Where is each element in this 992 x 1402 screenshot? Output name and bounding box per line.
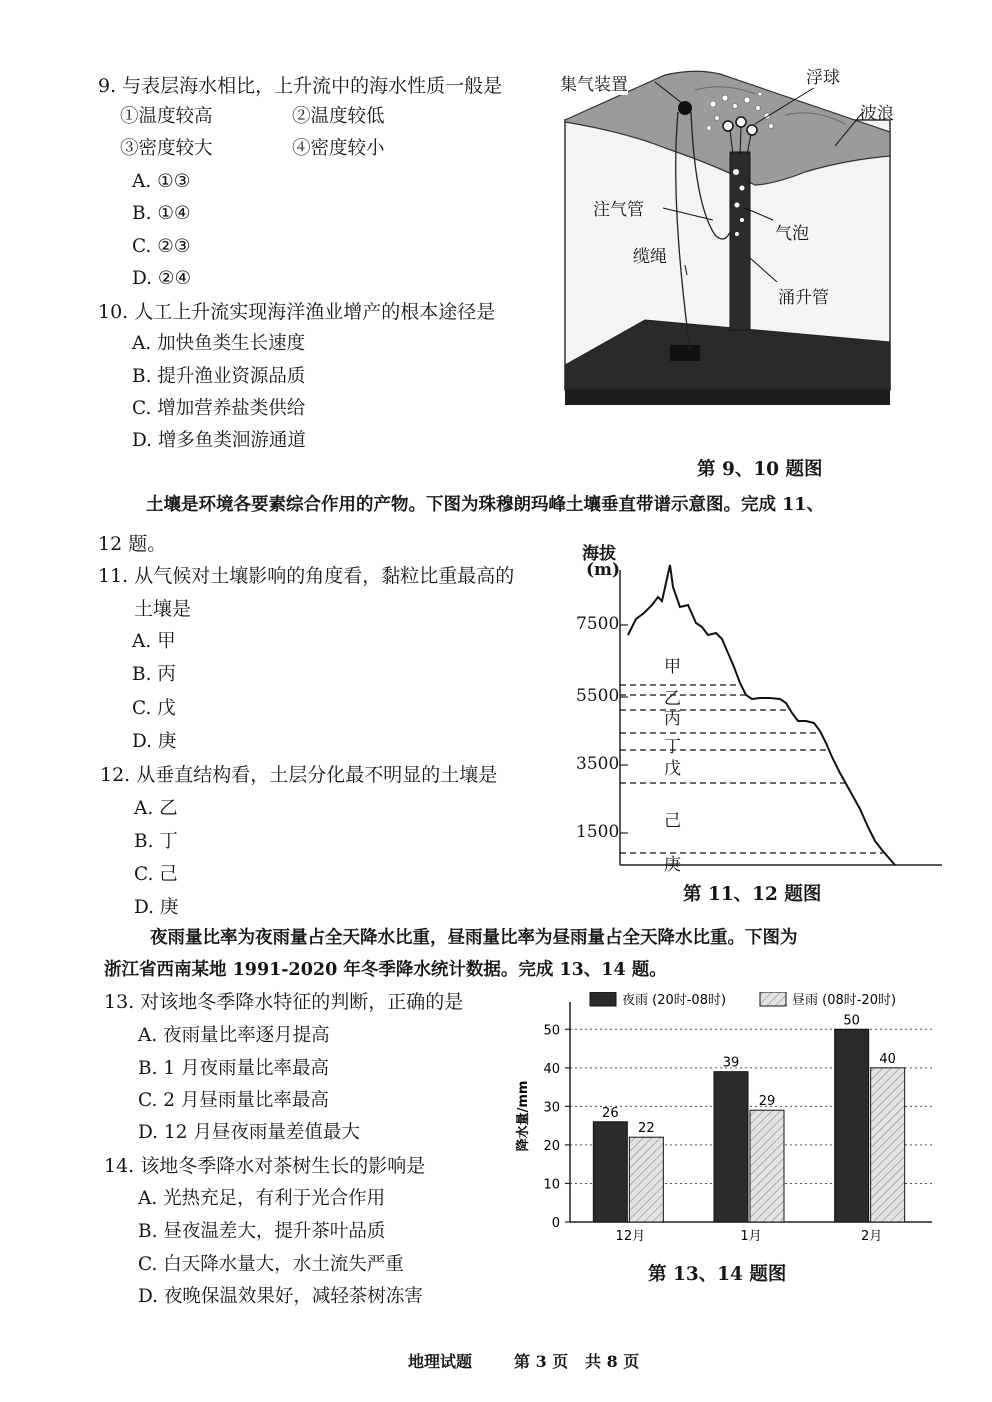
x-tick-label: 12月 (615, 1229, 646, 1244)
q9-item-4: ④密度较小 (292, 138, 385, 159)
zone-geng: 庚 (664, 855, 681, 875)
bar-value-label: 39 (722, 1055, 740, 1071)
q9-stem: 9. 与表层海水相比，上升流中的海水性质一般是 (98, 75, 503, 97)
q14-option-c: C. 白天降水量大，水土流失严重 (138, 1254, 404, 1275)
q10-stem: 10. 人工上升流实现海洋渔业增产的根本途径是 (98, 301, 496, 323)
label-gas-pipe: 注气管 (593, 200, 644, 220)
y-tick-label: 20 (543, 1138, 560, 1154)
bar-night (835, 1029, 869, 1222)
q10-option-a: A. 加快鱼类生长速度 (132, 333, 306, 354)
intro-11-12-line1: 土壤是环境各要素综合作用的产物。下图为珠穆朗玛峰土壤垂直带谱示意图。完成 11、 (146, 495, 824, 515)
x-tick-label: 2月 (861, 1229, 883, 1244)
zone-jia: 甲 (664, 657, 681, 677)
q12-stem: 12. 从垂直结构看，土层分化最不明显的土壤是 (100, 764, 498, 786)
q13-option-b: B. 1 月夜雨量比率最高 (138, 1058, 330, 1079)
bar-night (714, 1072, 748, 1222)
q10-option-c: C. 增加营养盐类供给 (132, 398, 306, 419)
q13-stem: 13. 对该地冬季降水特征的判断，正确的是 (104, 991, 464, 1013)
label-wave: 波浪 (860, 104, 894, 124)
q9-option-c: C. ②③ (132, 236, 191, 257)
bar-value-label: 29 (758, 1094, 776, 1110)
soil-zone-diagram (570, 535, 950, 880)
legend-label: 昼雨 (08时-20时) (792, 993, 897, 1008)
q11-option-d: D. 庚 (132, 731, 177, 752)
legend-swatch (590, 992, 616, 1006)
q11-option-c: C. 戊 (132, 698, 176, 719)
y-axis-label: 降水量/mm (516, 1080, 531, 1152)
y-tick-label: 10 (543, 1177, 560, 1193)
y-tick-label: 50 (543, 1023, 560, 1039)
footer-subject: 地理试题 (408, 1352, 473, 1371)
q11-option-a: A. 甲 (132, 631, 176, 652)
intro-13-14-line1: 夜雨量比率为夜雨量占全天降水比重，昼雨量比率为昼雨量占全天降水比重。下图为 (150, 928, 798, 948)
bar-value-label: 26 (602, 1105, 619, 1121)
q10-option-b: B. 提升渔业资源品质 (132, 366, 306, 387)
label-float: 浮球 (806, 63, 840, 88)
q14-option-a: A. 光热充足，有利于光合作用 (138, 1188, 386, 1209)
y-tick-label: 0 (551, 1216, 560, 1231)
bar-value-label: 40 (879, 1051, 896, 1067)
q14-option-d: D. 夜晚保温效果好，减轻茶树冻害 (138, 1286, 423, 1307)
q12-option-c: C. 己 (134, 864, 178, 885)
q13-option-c: C. 2 月昼雨量比率最高 (138, 1090, 329, 1111)
legend-label: 夜雨 (20时-08时) (622, 993, 727, 1008)
bar-value-label: 22 (638, 1121, 655, 1137)
q9-option-d: D. ②④ (132, 268, 192, 289)
zone-ji: 己 (664, 811, 681, 831)
q12-option-d: D. 庚 (134, 897, 179, 918)
q14-stem: 14. 该地冬季降水对茶树生长的影响是 (104, 1155, 426, 1177)
q9-option-a: A. ①③ (132, 171, 191, 192)
zone-boundaries (620, 685, 883, 853)
q12-option-b: B. 丁 (134, 831, 178, 852)
figure-caption-11-12: 第 11、12 题图 (683, 884, 822, 905)
gas-collector (678, 101, 692, 115)
q12-option-a: A. 乙 (134, 798, 178, 819)
tick-7500: 7500 (576, 614, 620, 634)
legend-swatch (760, 992, 786, 1006)
precipitation-bar-chart (500, 992, 940, 1247)
q10-option-d: D. 增多鱼类洄游通道 (132, 430, 306, 451)
q13-option-d: D. 12 月昼夜雨量差值最大 (138, 1122, 360, 1143)
bar-value-label: 50 (843, 1013, 860, 1029)
zone-yi: 乙 (664, 689, 681, 709)
label-cable: 缆绳 (633, 247, 667, 267)
label-gas-collector: 集气装置 (560, 70, 628, 95)
elevation-axis-label: 海拔 (582, 544, 616, 564)
q9-item-1: ①温度较高 (120, 106, 213, 127)
q13-option-a: A. 夜雨量比率逐月提高 (138, 1025, 330, 1046)
tick-5500: 5500 (576, 686, 620, 706)
figure-caption-9-10: 第 9、10 题图 (697, 459, 823, 480)
bar-day (629, 1137, 663, 1222)
tick-3500: 3500 (576, 754, 620, 774)
zone-wu: 戊 (664, 759, 681, 779)
q9-item-2: ②温度较低 (292, 106, 385, 127)
tick-1500: 1500 (576, 822, 620, 842)
bar-day (871, 1068, 905, 1222)
upwelling-pipe (730, 152, 750, 330)
q11-option-b: B. 丙 (132, 664, 176, 685)
zone-bing: 丙 (664, 709, 681, 729)
label-bubble: 气泡 (775, 224, 809, 244)
label-upwelling-pipe: 涌升管 (778, 288, 829, 308)
y-tick-label: 30 (543, 1100, 560, 1116)
q9-option-b: B. ①④ (132, 203, 191, 224)
bar-day (750, 1110, 784, 1222)
intro-11-12-line2: 12 题。 (98, 533, 167, 555)
footer-total-pages: 共 8 页 (585, 1352, 640, 1371)
q14-option-b: B. 昼夜温差大，提升茶叶品质 (138, 1221, 386, 1242)
y-tick-label: 40 (543, 1061, 560, 1077)
figure-caption-13-14: 第 13、14 题图 (648, 1264, 787, 1285)
x-tick-label: 1月 (740, 1229, 762, 1244)
q9-item-3: ③密度较大 (120, 138, 213, 159)
elevation-axis-unit: (m) (586, 560, 621, 580)
q11-stem-cont: 土壤是 (134, 598, 192, 620)
float (723, 121, 733, 131)
zone-ding: 丁 (664, 737, 681, 757)
footer-page-number: 第 3 页 (514, 1352, 569, 1371)
q11-stem: 11. 从气候对土壤影响的角度看，黏粒比重最高的 (98, 565, 515, 587)
intro-13-14-line2: 浙江省西南某地 1991-2020 年冬季降水统计数据。完成 13、14 题。 (104, 960, 667, 980)
bar-night (593, 1122, 627, 1222)
